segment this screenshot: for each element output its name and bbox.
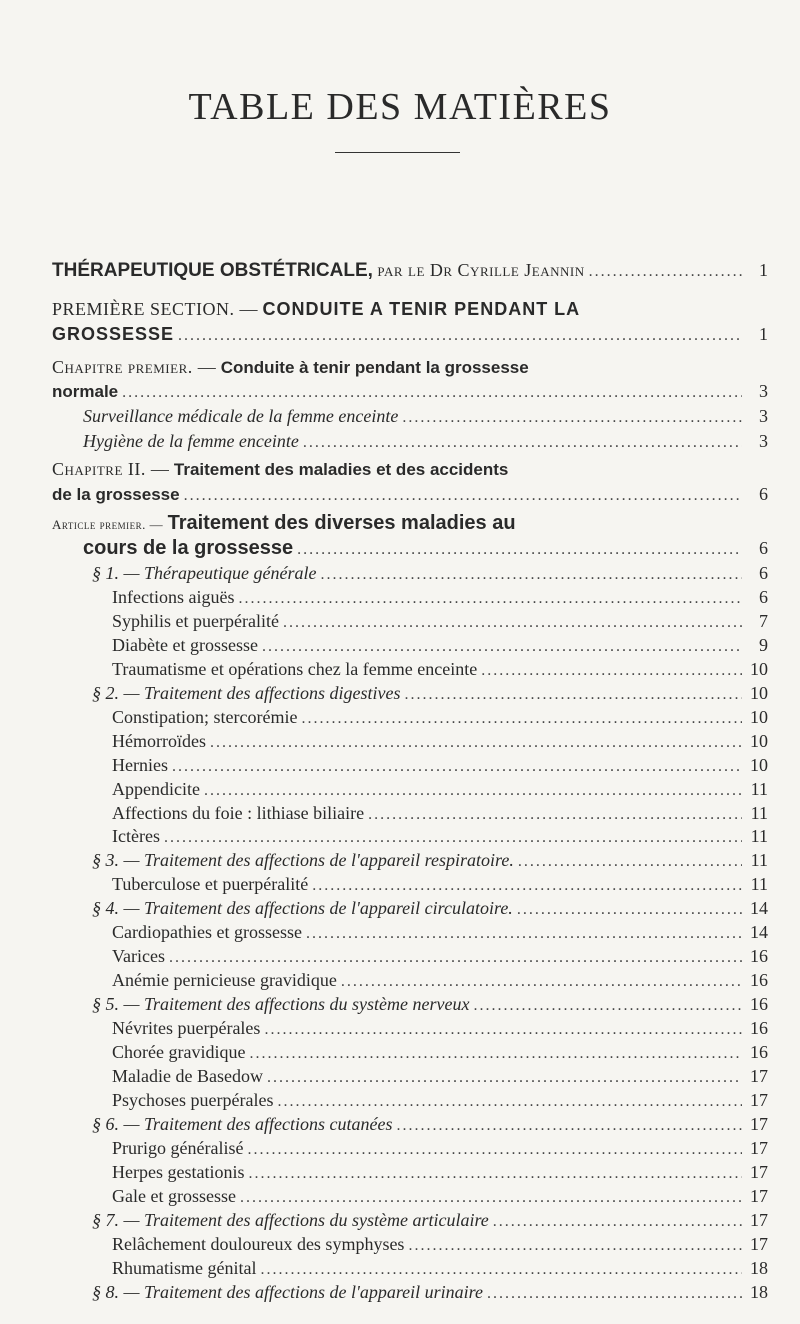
toc-entry — [112, 1017, 768, 1041]
dot-leader — [267, 1067, 742, 1089]
dot-leader — [262, 636, 742, 658]
page-number: 17 — [750, 1186, 768, 1206]
toc-entry — [112, 610, 768, 634]
toc-entry — [112, 969, 768, 993]
dot-leader — [303, 432, 742, 454]
dot-leader — [493, 1211, 742, 1233]
entry-text: § 7. — Traitement des affections du système articulaire — [92, 1210, 489, 1230]
dot-leader — [518, 851, 742, 873]
dot-leader — [408, 1235, 742, 1257]
dot-leader — [178, 325, 742, 347]
article-heading — [52, 512, 516, 536]
page-number: 3 — [759, 431, 768, 451]
toc-entry — [112, 873, 768, 897]
entry-text: § 4. — Traitement des affections de l'appareil circulatoire. — [92, 898, 513, 918]
dot-leader — [487, 1283, 742, 1305]
page-number: 18 — [750, 1282, 768, 1302]
toc-subsection — [92, 562, 768, 586]
dot-leader — [169, 947, 742, 969]
chapter-heading-continued — [52, 483, 768, 507]
toc-subsection — [92, 1113, 768, 1137]
page-number: 6 — [759, 538, 768, 558]
toc-entry — [112, 1233, 768, 1257]
toc-entry — [112, 586, 768, 610]
toc-entry — [83, 405, 768, 429]
dot-leader — [240, 1187, 742, 1209]
entry-text: § 5. — Traitement des affections du système nerveux — [92, 994, 470, 1014]
dot-leader — [306, 923, 742, 945]
toc-entry — [112, 1137, 768, 1161]
entry-text: Appendicite — [112, 779, 200, 799]
dot-leader — [312, 875, 742, 897]
page-number: 16 — [750, 970, 768, 990]
chapter-prefix: Chapitre premier. — — [52, 357, 217, 377]
page-number: 17 — [750, 1234, 768, 1254]
toc-entry — [112, 778, 768, 802]
entry-text: Rhumatisme génital — [112, 1258, 257, 1278]
section-prefix: PREMIÈRE SECTION. — — [52, 299, 259, 319]
dot-leader — [204, 780, 742, 802]
page-number: 10 — [750, 683, 768, 703]
dot-leader — [164, 827, 742, 849]
dot-leader — [589, 261, 742, 283]
page-number: 9 — [759, 635, 768, 655]
entry-text: § 6. — Traitement des affections cutanées — [92, 1114, 393, 1134]
dot-leader — [264, 1019, 742, 1041]
toc-entry — [112, 706, 768, 730]
entry-text: § 1. — Thérapeutique générale — [92, 563, 317, 583]
toc-entry — [112, 921, 768, 945]
entry-text: § 8. — Traitement des affections de l'appareil urinaire — [92, 1282, 483, 1302]
article-title: Traitement des diverses maladies au — [167, 512, 516, 534]
title-divider — [335, 152, 460, 153]
toc-entry — [112, 1161, 768, 1185]
page-number: 18 — [750, 1258, 768, 1278]
page-number: 17 — [750, 1066, 768, 1086]
toc-entry — [112, 754, 768, 778]
dot-leader — [247, 1139, 742, 1161]
dot-leader — [260, 1259, 742, 1281]
page-number: 6 — [759, 484, 768, 504]
entry-text: § 3. — Traitement des affections de l'appareil respiratoire. — [92, 850, 514, 870]
dot-leader — [402, 407, 742, 429]
chapter-heading — [52, 458, 508, 481]
page-number: 16 — [750, 1042, 768, 1062]
entry-text: Psychoses puerpérales — [112, 1090, 274, 1110]
page-number: 16 — [750, 994, 768, 1014]
toc-entry — [112, 1257, 768, 1281]
header-author: par le Dr Cyrille Jeannin — [377, 260, 585, 280]
dot-leader — [320, 564, 742, 586]
entry-text: Chorée gravidique — [112, 1042, 246, 1062]
page-number: 11 — [750, 779, 768, 799]
page-number: 17 — [750, 1210, 768, 1230]
entry-text: Prurigo généralisé — [112, 1138, 244, 1158]
page-number: 17 — [750, 1138, 768, 1158]
page-number: 10 — [750, 755, 768, 775]
page-number: 7 — [759, 611, 768, 631]
header-label: THÉRAPEUTIQUE OBSTÉTRICALE, — [52, 260, 373, 281]
page-number: 14 — [750, 922, 768, 942]
chapter-prefix: Chapitre II. — — [52, 459, 170, 479]
dot-leader — [172, 756, 742, 778]
entry-text: Hémorroïdes — [112, 731, 206, 751]
page-number: 17 — [750, 1162, 768, 1182]
page-number: 10 — [750, 707, 768, 727]
page-number: 14 — [750, 898, 768, 918]
toc-entry — [112, 1041, 768, 1065]
chapter-heading-continued — [52, 380, 768, 404]
toc-entry — [112, 1065, 768, 1089]
entry-text: Diabète et grossesse — [112, 635, 258, 655]
page-title: TABLE DES MATIÈRES — [188, 86, 612, 128]
page-number: 10 — [750, 731, 768, 751]
dot-leader — [301, 708, 742, 730]
page-number: 3 — [759, 381, 768, 401]
dot-leader — [481, 660, 742, 682]
entry-text: Varices — [112, 946, 165, 966]
dot-leader — [473, 995, 742, 1017]
page-number: 16 — [750, 946, 768, 966]
toc-subsection — [92, 849, 768, 873]
dot-leader — [122, 382, 742, 404]
toc-entry — [112, 802, 768, 826]
page-number: 16 — [750, 1018, 768, 1038]
page-number: 10 — [750, 659, 768, 679]
chapter-title-cont: normale — [52, 382, 119, 401]
toc-subsection — [92, 1209, 768, 1233]
page-number: 6 — [759, 563, 768, 583]
section-heading — [52, 298, 580, 320]
page-number: 11 — [750, 803, 768, 823]
page-number: 1 — [759, 260, 768, 280]
toc-entry — [112, 945, 768, 969]
page-number: 3 — [759, 406, 768, 426]
article-heading-continued — [83, 537, 768, 561]
toc-entry — [112, 1185, 768, 1209]
section-title-cont: GROSSESSE — [52, 324, 175, 344]
dot-leader — [184, 485, 742, 507]
article-prefix: Article premier. — — [52, 517, 164, 532]
toc-entry — [112, 658, 768, 682]
page-number: 11 — [750, 850, 768, 870]
chapter-title: Conduite à tenir pendant la grossesse — [220, 358, 529, 377]
dot-leader — [396, 1115, 742, 1137]
dot-leader — [283, 612, 742, 634]
page-number: 11 — [750, 826, 768, 846]
section-heading-continued — [52, 323, 768, 347]
toc-subsection — [92, 897, 768, 921]
entry-text: Herpes gestationis — [112, 1162, 245, 1182]
dot-leader — [249, 1043, 742, 1065]
chapter-heading — [52, 356, 529, 379]
entry-text: Syphilis et puerpéralité — [112, 611, 279, 631]
dot-leader — [210, 732, 742, 754]
toc-header-entry — [52, 259, 768, 283]
entry-text: Cardiopathies et grossesse — [112, 922, 302, 942]
dot-leader — [517, 899, 742, 921]
page-number: 17 — [750, 1114, 768, 1134]
dot-leader — [297, 539, 742, 561]
section-title: CONDUITE A TENIR PENDANT LA — [262, 299, 581, 319]
entry-text: Traumatisme et opérations chez la femme enceinte — [112, 659, 478, 679]
entry-text: Tuberculose et puerpéralité — [112, 874, 309, 894]
entry-text: § 2. — Traitement des affections digestives — [92, 683, 401, 703]
toc-subsection — [92, 993, 768, 1017]
toc-entry — [112, 1089, 768, 1113]
entry-text: Ictères — [112, 826, 160, 846]
chapter-title: Traitement des maladies et des accidents — [173, 460, 509, 479]
dot-leader — [368, 804, 742, 826]
entry-text: Hygiène de la femme enceinte — [83, 431, 299, 451]
dot-leader — [248, 1163, 742, 1185]
dot-leader — [404, 684, 742, 706]
toc-entry — [112, 825, 768, 849]
toc-entry — [83, 430, 768, 454]
page-number: 11 — [750, 874, 768, 894]
entry-text: Infections aiguës — [112, 587, 235, 607]
chapter-title-cont: de la grossesse — [52, 485, 180, 504]
entry-text: Névrites puerpérales — [112, 1018, 261, 1038]
entry-text: Relâchement douloureux des symphyses — [112, 1234, 405, 1254]
toc-entry — [112, 730, 768, 754]
entry-text: Surveillance médicale de la femme enceinte — [83, 406, 399, 426]
entry-text: Hernies — [112, 755, 168, 775]
entry-text: Maladie de Basedow — [112, 1066, 263, 1086]
page-number: 17 — [750, 1090, 768, 1110]
article-title-cont: cours de la grossesse — [83, 537, 294, 559]
toc-entry — [112, 634, 768, 658]
entry-text: Gale et grossesse — [112, 1186, 236, 1206]
entry-text: Anémie pernicieuse gravidique — [112, 970, 337, 990]
page-number: 1 — [759, 324, 768, 344]
dot-leader — [277, 1091, 742, 1113]
toc-subsection — [92, 682, 768, 706]
entry-text: Affections du foie : lithiase biliaire — [112, 803, 365, 823]
toc-subsection — [92, 1281, 768, 1305]
entry-text: Constipation; stercorémie — [112, 707, 298, 727]
page-number: 6 — [759, 587, 768, 607]
dot-leader — [341, 971, 742, 993]
dot-leader — [238, 588, 742, 610]
